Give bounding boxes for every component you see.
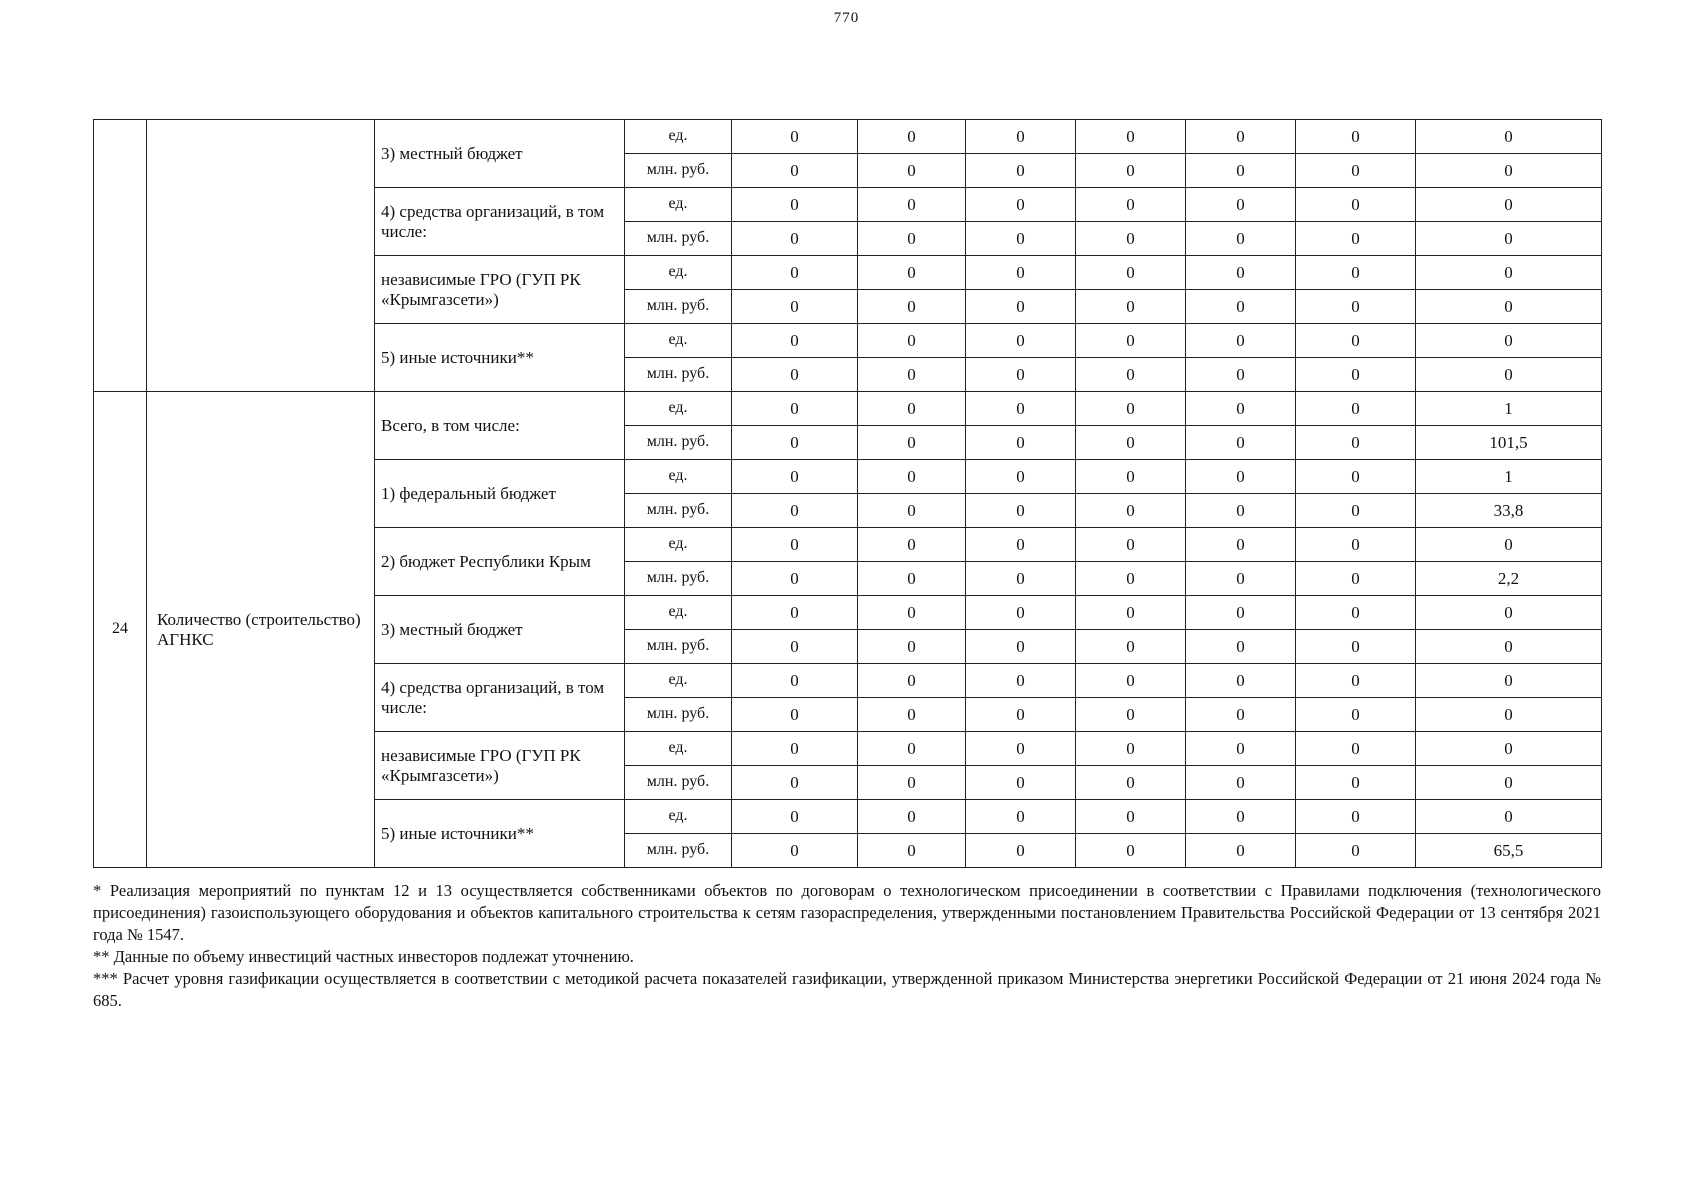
value-cell: 0 <box>858 800 966 834</box>
row-number-cell: 24 <box>94 392 147 868</box>
value-cell: 0 <box>1416 290 1602 324</box>
value-cell: 101,5 <box>1416 426 1602 460</box>
value-cell: 0 <box>1076 392 1186 426</box>
value-cell: 0 <box>732 596 858 630</box>
value-cell: 0 <box>1186 188 1296 222</box>
value-cell: 0 <box>1186 154 1296 188</box>
value-cell: 0 <box>1416 698 1602 732</box>
value-cell: 0 <box>966 120 1076 154</box>
value-cell: 0 <box>858 188 966 222</box>
value-cell: 0 <box>1076 800 1186 834</box>
value-cell: 0 <box>1416 120 1602 154</box>
funding-source-cell: Всего, в том числе: <box>375 392 625 460</box>
value-cell: 0 <box>1186 324 1296 358</box>
value-cell: 0 <box>858 698 966 732</box>
value-cell: 0 <box>732 698 858 732</box>
value-cell: 0 <box>1186 460 1296 494</box>
value-cell: 0 <box>966 426 1076 460</box>
value-cell: 0 <box>1296 494 1416 528</box>
value-cell: 0 <box>732 494 858 528</box>
funding-source-cell: 2) бюджет Республики Крым <box>375 528 625 596</box>
value-cell: 65,5 <box>1416 834 1602 868</box>
value-cell: 0 <box>1296 358 1416 392</box>
value-cell: 0 <box>1296 460 1416 494</box>
value-cell: 0 <box>1186 290 1296 324</box>
unit-cell: ед. <box>625 596 732 630</box>
value-cell: 0 <box>858 766 966 800</box>
value-cell: 0 <box>1416 358 1602 392</box>
value-cell: 0 <box>966 630 1076 664</box>
funding-source-cell: 3) местный бюджет <box>375 596 625 664</box>
value-cell: 0 <box>858 426 966 460</box>
value-cell: 0 <box>1296 392 1416 426</box>
value-cell: 0 <box>1186 766 1296 800</box>
value-cell: 0 <box>1296 290 1416 324</box>
table-row <box>94 120 1602 154</box>
value-cell: 0 <box>1076 154 1186 188</box>
unit-cell: ед. <box>625 256 732 290</box>
value-cell: 0 <box>966 834 1076 868</box>
funding-source-cell: 4) средства организаций, в том числе: <box>375 664 625 732</box>
unit-cell: млн. руб. <box>625 766 732 800</box>
value-cell: 0 <box>1186 562 1296 596</box>
value-cell: 0 <box>1416 222 1602 256</box>
value-cell: 0 <box>732 256 858 290</box>
value-cell: 33,8 <box>1416 494 1602 528</box>
value-cell: 0 <box>1076 120 1186 154</box>
value-cell: 0 <box>1186 528 1296 562</box>
value-cell: 0 <box>966 392 1076 426</box>
value-cell: 0 <box>1416 154 1602 188</box>
value-cell: 0 <box>732 188 858 222</box>
unit-cell: млн. руб. <box>625 358 732 392</box>
value-cell: 0 <box>1076 630 1186 664</box>
value-cell: 0 <box>1076 256 1186 290</box>
value-cell: 0 <box>732 800 858 834</box>
value-cell: 0 <box>1186 834 1296 868</box>
unit-cell: млн. руб. <box>625 562 732 596</box>
table-body <box>94 120 1602 868</box>
value-cell: 0 <box>732 834 858 868</box>
value-cell: 0 <box>732 732 858 766</box>
unit-cell: млн. руб. <box>625 834 732 868</box>
unit-cell: ед. <box>625 188 732 222</box>
unit-cell: млн. руб. <box>625 154 732 188</box>
value-cell: 0 <box>1296 766 1416 800</box>
value-cell: 0 <box>966 222 1076 256</box>
funding-source-cell: 5) иные источники** <box>375 800 625 868</box>
value-cell: 0 <box>858 494 966 528</box>
value-cell: 0 <box>1076 562 1186 596</box>
value-cell: 0 <box>966 358 1076 392</box>
value-cell: 0 <box>1296 154 1416 188</box>
value-cell: 2,2 <box>1416 562 1602 596</box>
value-cell: 0 <box>1076 596 1186 630</box>
value-cell: 0 <box>1076 834 1186 868</box>
value-cell: 0 <box>1416 800 1602 834</box>
value-cell: 0 <box>732 630 858 664</box>
value-cell: 0 <box>1416 766 1602 800</box>
unit-cell: млн. руб. <box>625 630 732 664</box>
value-cell: 0 <box>1076 494 1186 528</box>
value-cell: 0 <box>732 324 858 358</box>
value-cell: 0 <box>1076 358 1186 392</box>
value-cell: 0 <box>966 324 1076 358</box>
value-cell: 0 <box>858 630 966 664</box>
value-cell: 0 <box>1076 460 1186 494</box>
value-cell: 0 <box>1186 392 1296 426</box>
value-cell: 0 <box>1076 528 1186 562</box>
unit-cell: млн. руб. <box>625 698 732 732</box>
value-cell: 0 <box>1416 732 1602 766</box>
unit-cell: ед. <box>625 120 732 154</box>
value-cell: 0 <box>858 596 966 630</box>
value-cell: 0 <box>966 494 1076 528</box>
value-cell: 0 <box>732 562 858 596</box>
value-cell: 0 <box>732 392 858 426</box>
value-cell: 0 <box>732 120 858 154</box>
value-cell: 0 <box>858 222 966 256</box>
value-cell: 0 <box>732 290 858 324</box>
value-cell: 0 <box>1296 630 1416 664</box>
funding-source-cell: 5) иные источники** <box>375 324 625 392</box>
value-cell: 0 <box>1076 188 1186 222</box>
unit-cell: ед. <box>625 392 732 426</box>
funding-source-cell: независимые ГРО (ГУП РК «Крымгазсети») <box>375 732 625 800</box>
value-cell: 0 <box>1186 664 1296 698</box>
unit-cell: ед. <box>625 800 732 834</box>
investment-table <box>93 119 1602 868</box>
funding-source-cell: 3) местный бюджет <box>375 120 625 188</box>
value-cell: 0 <box>1416 256 1602 290</box>
value-cell: 0 <box>966 154 1076 188</box>
value-cell: 0 <box>1076 222 1186 256</box>
value-cell: 0 <box>966 596 1076 630</box>
value-cell: 0 <box>1296 562 1416 596</box>
indicator-cell <box>147 120 375 392</box>
value-cell: 0 <box>858 460 966 494</box>
value-cell: 0 <box>1076 324 1186 358</box>
value-cell: 0 <box>858 392 966 426</box>
unit-cell: млн. руб. <box>625 290 732 324</box>
value-cell: 0 <box>1296 664 1416 698</box>
value-cell: 0 <box>1186 596 1296 630</box>
value-cell: 0 <box>732 222 858 256</box>
value-cell: 0 <box>1186 494 1296 528</box>
value-cell: 0 <box>1296 256 1416 290</box>
unit-cell: млн. руб. <box>625 494 732 528</box>
value-cell: 0 <box>1186 256 1296 290</box>
value-cell: 0 <box>732 154 858 188</box>
value-cell: 0 <box>1186 732 1296 766</box>
value-cell: 0 <box>966 732 1076 766</box>
value-cell: 0 <box>1186 120 1296 154</box>
value-cell: 0 <box>732 358 858 392</box>
value-cell: 0 <box>1186 358 1296 392</box>
footnote-2: ** Данные по объему инвестиций частных инвесторов подлежат уточнению. <box>93 947 634 966</box>
value-cell: 0 <box>858 324 966 358</box>
value-cell: 0 <box>1296 528 1416 562</box>
value-cell: 0 <box>1296 834 1416 868</box>
value-cell: 1 <box>1416 392 1602 426</box>
value-cell: 0 <box>732 460 858 494</box>
value-cell: 0 <box>1416 528 1602 562</box>
value-cell: 0 <box>1076 664 1186 698</box>
row-number-cell <box>94 120 147 392</box>
value-cell: 0 <box>1186 698 1296 732</box>
value-cell: 0 <box>732 766 858 800</box>
funding-source-cell: 4) средства организаций, в том числе: <box>375 188 625 256</box>
value-cell: 0 <box>1076 426 1186 460</box>
value-cell: 0 <box>858 528 966 562</box>
value-cell: 0 <box>1296 188 1416 222</box>
value-cell: 0 <box>1076 290 1186 324</box>
value-cell: 0 <box>1296 800 1416 834</box>
value-cell: 0 <box>966 290 1076 324</box>
unit-cell: млн. руб. <box>625 222 732 256</box>
funding-source-cell: независимые ГРО (ГУП РК «Крымгазсети») <box>375 256 625 324</box>
value-cell: 0 <box>1076 732 1186 766</box>
unit-cell: ед. <box>625 732 732 766</box>
value-cell: 0 <box>858 664 966 698</box>
value-cell: 1 <box>1416 460 1602 494</box>
unit-cell: ед. <box>625 664 732 698</box>
unit-cell: ед. <box>625 528 732 562</box>
indicator-cell: Количество (строительство) АГНКС <box>147 392 375 868</box>
value-cell: 0 <box>966 562 1076 596</box>
value-cell: 0 <box>1296 426 1416 460</box>
value-cell: 0 <box>966 188 1076 222</box>
value-cell: 0 <box>966 528 1076 562</box>
value-cell: 0 <box>1416 630 1602 664</box>
value-cell: 0 <box>966 664 1076 698</box>
footnote-1: * Реализация мероприятий по пунктам 12 и 13 осуществляется собственниками объектов по договорам о технологическом присоединении в соответствии с Правилами подключения (технологического присоединения) газоиспользующего оборудования и объектов капитального строительства к сетям газораспределения, утвержденными постановлением Правительства Российской Федерации от 13 сентября 2021 года № 1547. <box>93 881 1601 944</box>
footnote-3: *** Расчет уровня газификации осуществляется в соответствии с методикой расчета показателей газификации, утвержденной приказом Министерства энергетики Российской Федерации от 21 июня 2024 года № 685. <box>93 969 1601 1010</box>
value-cell: 0 <box>1076 766 1186 800</box>
value-cell: 0 <box>858 154 966 188</box>
value-cell: 0 <box>966 460 1076 494</box>
value-cell: 0 <box>1186 800 1296 834</box>
value-cell: 0 <box>1186 222 1296 256</box>
value-cell: 0 <box>966 256 1076 290</box>
value-cell: 0 <box>858 358 966 392</box>
value-cell: 0 <box>858 732 966 766</box>
value-cell: 0 <box>858 256 966 290</box>
value-cell: 0 <box>1416 188 1602 222</box>
value-cell: 0 <box>966 800 1076 834</box>
unit-cell: млн. руб. <box>625 426 732 460</box>
value-cell: 0 <box>1076 698 1186 732</box>
value-cell: 0 <box>1186 426 1296 460</box>
unit-cell: ед. <box>625 460 732 494</box>
value-cell: 0 <box>1186 630 1296 664</box>
value-cell: 0 <box>858 120 966 154</box>
value-cell: 0 <box>1416 596 1602 630</box>
table-row <box>94 392 1602 426</box>
value-cell: 0 <box>1296 222 1416 256</box>
unit-cell: ед. <box>625 324 732 358</box>
value-cell: 0 <box>732 664 858 698</box>
value-cell: 0 <box>1296 324 1416 358</box>
value-cell: 0 <box>966 698 1076 732</box>
value-cell: 0 <box>732 528 858 562</box>
value-cell: 0 <box>858 562 966 596</box>
funding-source-cell: 1) федеральный бюджет <box>375 460 625 528</box>
value-cell: 0 <box>1296 732 1416 766</box>
value-cell: 0 <box>966 766 1076 800</box>
footnotes <box>93 880 1601 1012</box>
value-cell: 0 <box>1296 698 1416 732</box>
value-cell: 0 <box>1296 596 1416 630</box>
value-cell: 0 <box>1416 324 1602 358</box>
value-cell: 0 <box>732 426 858 460</box>
page-number: 770 <box>833 10 860 26</box>
value-cell: 0 <box>1416 664 1602 698</box>
value-cell: 0 <box>858 290 966 324</box>
value-cell: 0 <box>858 834 966 868</box>
value-cell: 0 <box>1296 120 1416 154</box>
